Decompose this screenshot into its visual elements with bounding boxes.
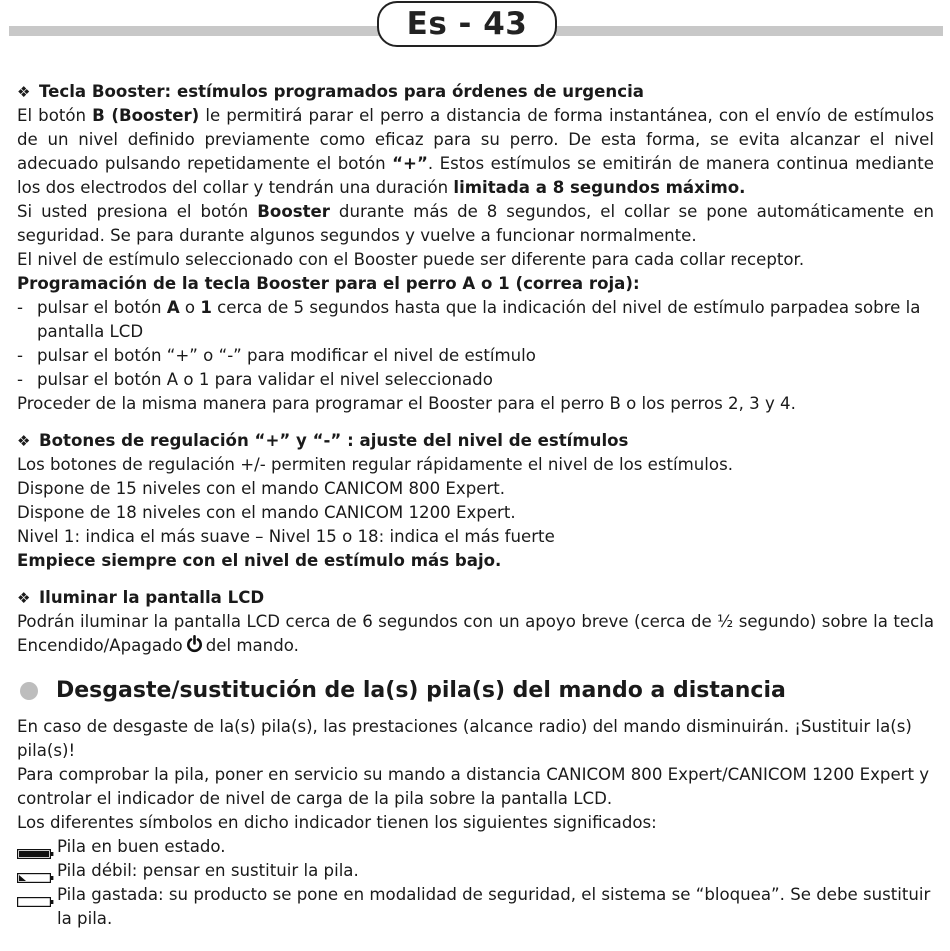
battery-low-item <box>17 859 934 883</box>
text: del mando. <box>205 636 299 655</box>
battery-empty-icon <box>17 890 54 914</box>
regulation-line-3: Dispone de 18 niveles con el mando CANICOM 1200 Expert. <box>17 503 516 522</box>
header-rule-left <box>9 26 380 36</box>
booster-paragraph-4: Proceder de la misma manera para programar el Booster para el perro B o los perros 2, 3 y 4. <box>17 394 796 413</box>
text: le permitirá parar el perro a distancia de forma instantánea, con el envío de estímulos de un nivel definido previamente como eficaz para su perro. De esta forma, se evita alcanzar el nivel adecuado pulsando repetidamente el botón <box>17 106 934 173</box>
bold-text: limitada a 8 segundos máximo. <box>453 178 746 197</box>
diamond-bullet-icon: ❖ <box>17 83 31 101</box>
text: Si usted presiona el botón <box>17 202 258 221</box>
dash-bullet: - <box>17 346 23 365</box>
power-icon <box>186 635 203 660</box>
spacer <box>17 573 934 586</box>
booster-heading-text: Tecla Booster: estímulos programados para órdenes de urgencia <box>39 82 644 101</box>
diamond-bullet-icon: ❖ <box>17 432 31 450</box>
lcd-paragraph <box>17 610 934 660</box>
battery-section-heading <box>17 676 934 706</box>
section-bullet-icon <box>20 682 38 700</box>
regulation-line-5: Empiece siempre con el nivel de estímulo más bajo. <box>17 551 502 570</box>
booster-paragraph-1 <box>17 104 934 200</box>
list-item <box>17 344 934 368</box>
booster-paragraph-3: El nivel de estímulo seleccionado con el Booster puede ser diferente para cada collar receptor. <box>17 250 805 269</box>
battery-section-title: Desgaste/sustitución de la(s) pila(s) del mando a distancia <box>56 678 786 703</box>
regulation-heading-text: Botones de regulación “+” y “-” : ajuste del nivel de estímulos <box>39 431 629 450</box>
page-header <box>0 0 950 60</box>
booster-heading <box>17 80 934 104</box>
battery-paragraph-1: En caso de desgaste de la(s) pila(s), las prestaciones (alcance radio) del mando disminuirán. ¡Sustituir la(s) pila(s)! <box>17 717 912 760</box>
bold-text: B (Booster) <box>92 106 200 125</box>
text: o <box>179 298 201 317</box>
booster-paragraph-2 <box>17 200 934 248</box>
dash-bullet: - <box>17 298 23 317</box>
dash-bullet: - <box>17 370 23 389</box>
battery-empty-item <box>17 883 934 931</box>
lcd-heading <box>17 586 934 610</box>
bold-text: Booster <box>257 202 330 221</box>
text: durante más de 8 segundos, el collar se pone automáticamente en seguridad. Se para durante algunos segundos y vuelve a funcionar normalmente. <box>17 202 934 245</box>
lcd-heading-text: Iluminar la pantalla LCD <box>39 588 265 607</box>
list-item <box>17 368 934 392</box>
text: Pila en buen estado. <box>57 837 226 856</box>
list-item <box>17 296 934 344</box>
regulation-line-1: Los botones de regulación +/- permiten regular rápidamente el nivel de los estímulos. <box>17 455 733 474</box>
regulation-line-2: Dispone de 15 niveles con el mando CANICOM 800 Expert. <box>17 479 506 498</box>
text: Pila débil: pensar en sustituir la pila. <box>57 861 359 880</box>
diamond-bullet-icon: ❖ <box>17 589 31 607</box>
battery-paragraph-3: Los diferentes símbolos en dicho indicador tienen los siguientes significados: <box>17 813 657 832</box>
battery-paragraph-2: Para comprobar la pila, poner en servicio su mando a distancia CANICOM 800 Expert/CANICOM 1200 Expert y controlar el indicador de nivel de carga de la pila sobre la pantalla LCD. <box>17 765 930 808</box>
regulation-line-4: Nivel 1: indica el más suave – Nivel 15 o 18: indica el más fuerte <box>17 527 555 546</box>
text: pulsar el botón A o 1 para validar el nivel seleccionado <box>37 370 493 389</box>
booster-programming-subtitle: Programación de la tecla Booster para el perro A o 1 (correa roja): <box>17 274 640 293</box>
page-content <box>17 80 934 931</box>
text: Pila gastada: su producto se pone en modalidad de seguridad, el sistema se “bloquea”. Se debe sustituir la pila. <box>57 885 931 928</box>
page-number-label: Es - 43 <box>377 1 557 47</box>
text: pulsar el botón “+” o “-” para modificar el nivel de estímulo <box>37 346 536 365</box>
text: Podrán iluminar la pantalla LCD cerca de 6 segundos con un apoyo breve (cerca de ½ segundo) sobre la tecla Encendido/Apagado <box>17 612 934 655</box>
regulation-heading <box>17 429 934 453</box>
text: El botón <box>17 106 93 125</box>
header-rule-right <box>556 26 943 36</box>
spacer <box>17 416 934 429</box>
text: . Estos estímulos se emitirán de manera continua mediante los dos electrodos del collar y tendrán una duración <box>17 154 935 197</box>
bold-text: 1 <box>200 298 212 317</box>
bold-text: “+” <box>392 154 428 173</box>
text: cerca de 5 segundos hasta que la indicación del nivel de estímulo parpadea sobre la pantalla LCD <box>37 298 921 341</box>
bold-text: A <box>166 298 180 317</box>
text: pulsar el botón <box>37 298 167 317</box>
battery-full-item <box>17 835 934 859</box>
